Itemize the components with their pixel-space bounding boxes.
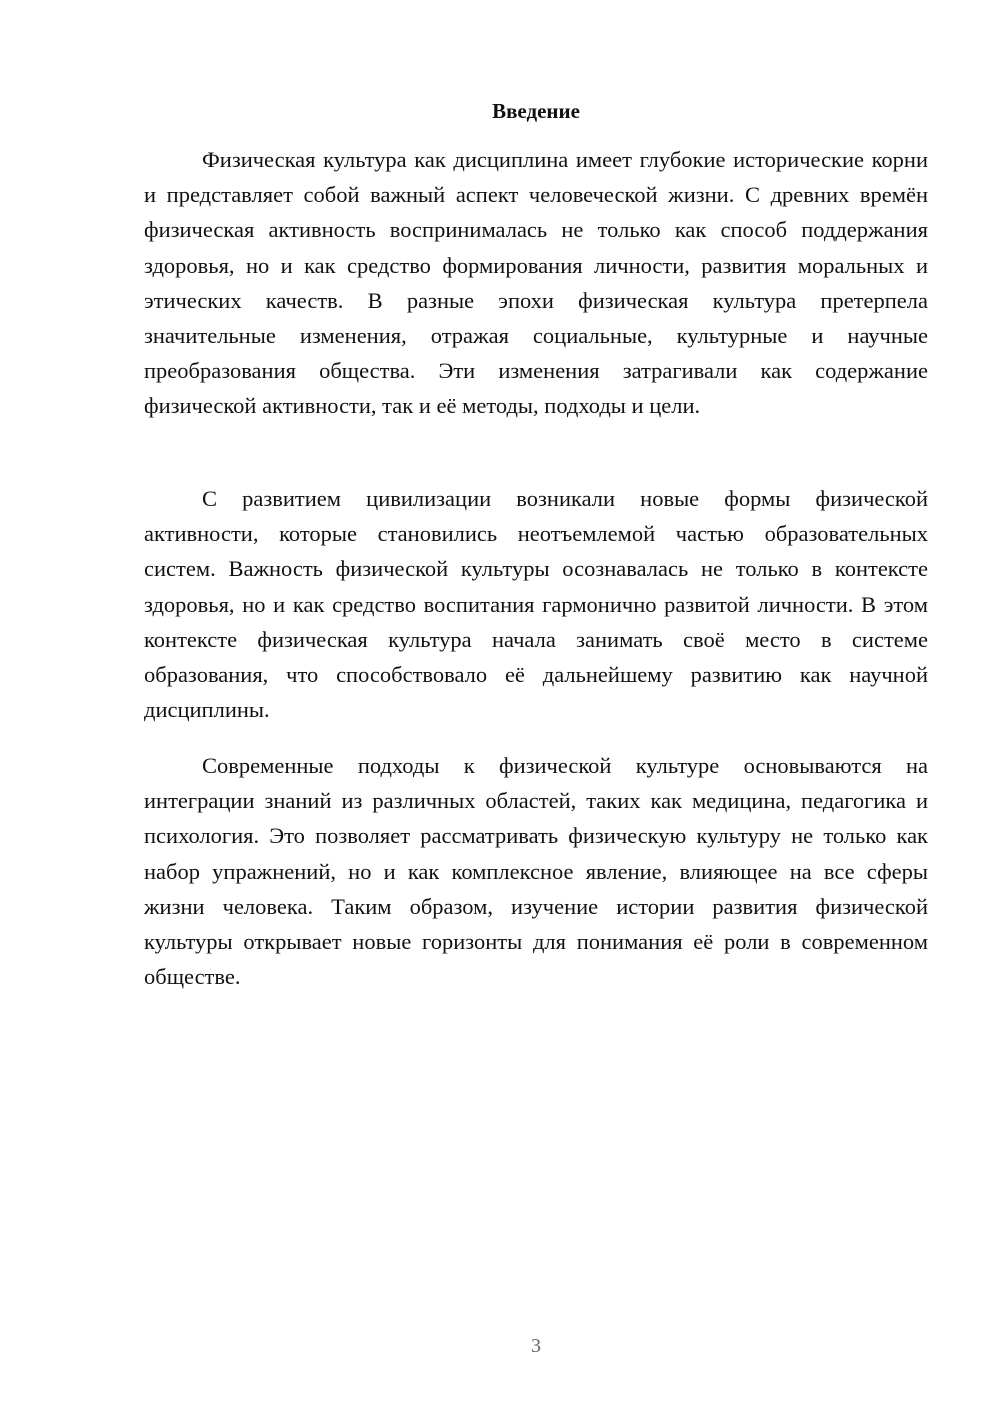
page-number: 3 [531,1335,541,1357]
paragraph-1: Физическая культура как дисциплина имеет глубокие исторические корни и представляет собой важный аспект человеческой жизни. С древних времён физическая активность воспринималась не только как способ поддержания здоровья, но и как средство формирования личности, развития моральных и этических качеств. В разные эпохи физическая культура претерпела значительные изменения, отражая социальные, культурные и научные преобразования общества. Эти изменения затрагивали как содержание физической активности, так и её методы, подходы и цели. [144,147,928,419]
paragraph-2: С развитием цивилизации возникали новые формы физической активности, которые становились неотъемлемой частью образовательных систем. Важность физической культуры осознавалась не только в контексте здоровья, но и как средство воспитания гармонично развитой личности. В этом контексте физическая культура начала занимать своё место в системе образования, что способствовало её дальнейшему развитию как научной дисциплины. [144,486,928,723]
paragraph-3: Современные подходы к физической культуре основываются на интеграции знаний из различных областей, таких как медицина, педагогика и психология. Это позволяет рассматривать физическую культуру не только как набор упражнений, но и как комплексное явление, влияющее на все сферы жизни человека. Таким образом, изучение истории развития физической культуры открывает новые горизонты для понимания её роли в современном обществе. [144,753,928,990]
section-title: Введение [492,99,580,123]
